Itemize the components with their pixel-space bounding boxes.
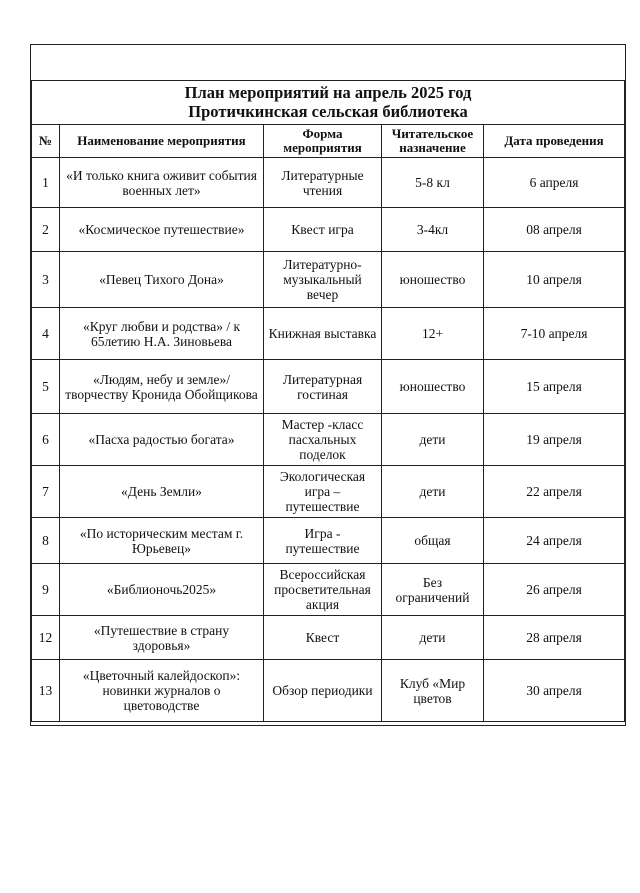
row-num: 13 bbox=[32, 660, 60, 722]
event-form: Обзор периодики bbox=[264, 660, 382, 722]
event-audience: 3-4кл bbox=[382, 208, 484, 252]
event-audience: Клуб «Мир цветов bbox=[382, 660, 484, 722]
row-num: 2 bbox=[32, 208, 60, 252]
table-row bbox=[32, 252, 625, 308]
event-audience: дети bbox=[382, 466, 484, 518]
event-date: 28 апреля bbox=[484, 616, 625, 660]
row-num: 3 bbox=[32, 252, 60, 308]
title-line-2: Протичкинская сельская библиотека bbox=[188, 102, 468, 121]
table-row bbox=[32, 208, 625, 252]
event-audience: 12+ bbox=[382, 308, 484, 360]
table-row bbox=[32, 158, 625, 208]
table-row bbox=[32, 414, 625, 466]
event-form: Квест игра bbox=[264, 208, 382, 252]
row-num: 6 bbox=[32, 414, 60, 466]
event-form: Литературно-музыкальный вечер bbox=[264, 252, 382, 308]
events-table bbox=[31, 80, 625, 722]
event-date: 22 апреля bbox=[484, 466, 625, 518]
event-name: «Космическое путешествие» bbox=[60, 208, 264, 252]
title-row bbox=[32, 81, 625, 125]
header-audience: Читательское назначение bbox=[382, 125, 484, 158]
table-row bbox=[32, 518, 625, 564]
header-row bbox=[32, 125, 625, 158]
event-audience: дети bbox=[382, 616, 484, 660]
event-audience: юношество bbox=[382, 360, 484, 414]
event-audience: юношество bbox=[382, 252, 484, 308]
event-date: 6 апреля bbox=[484, 158, 625, 208]
event-name: «И только книга оживит события военных лет» bbox=[60, 158, 264, 208]
row-num: 12 bbox=[32, 616, 60, 660]
row-num: 9 bbox=[32, 564, 60, 616]
event-name: «Круг любви и родства» / к 65летию Н.А. Зиновьева bbox=[60, 308, 264, 360]
table-row bbox=[32, 308, 625, 360]
event-date: 7-10 апреля bbox=[484, 308, 625, 360]
table-row bbox=[32, 660, 625, 722]
header-date: Дата проведения bbox=[484, 125, 625, 158]
table-row bbox=[32, 564, 625, 616]
event-name: «По историческим местам г. Юрьевец» bbox=[60, 518, 264, 564]
event-date: 15 апреля bbox=[484, 360, 625, 414]
event-form: Литературные чтения bbox=[264, 158, 382, 208]
event-date: 24 апреля bbox=[484, 518, 625, 564]
event-form: Мастер -класс пасхальных поделок bbox=[264, 414, 382, 466]
event-form: Игра - путешествие bbox=[264, 518, 382, 564]
event-name: «Цветочный калейдоскоп»: новинки журналов о цветоводстве bbox=[60, 660, 264, 722]
table-row bbox=[32, 616, 625, 660]
event-form: Квест bbox=[264, 616, 382, 660]
event-name: «Людям, небу и земле»/ творчеству Кронида Обойщикова bbox=[60, 360, 264, 414]
event-form: Всероссийская просветительная акция bbox=[264, 564, 382, 616]
event-name: «Путешествие в страну здоровья» bbox=[60, 616, 264, 660]
event-date: 26 апреля bbox=[484, 564, 625, 616]
event-audience: 5-8 кл bbox=[382, 158, 484, 208]
row-num: 8 bbox=[32, 518, 60, 564]
header-num: № bbox=[32, 125, 60, 158]
table-title bbox=[32, 81, 625, 125]
header-name: Наименование мероприятия bbox=[60, 125, 264, 158]
title-line-1: План мероприятий на апрель 2025 год bbox=[184, 83, 472, 102]
table-row bbox=[32, 466, 625, 518]
event-form: Книжная выставка bbox=[264, 308, 382, 360]
event-date: 19 апреля bbox=[484, 414, 625, 466]
event-date: 10 апреля bbox=[484, 252, 625, 308]
event-form: Литературная гостиная bbox=[264, 360, 382, 414]
row-num: 4 bbox=[32, 308, 60, 360]
event-date: 08 апреля bbox=[484, 208, 625, 252]
event-name: «Библионочь2025» bbox=[60, 564, 264, 616]
event-name: «Певец Тихого Дона» bbox=[60, 252, 264, 308]
row-num: 7 bbox=[32, 466, 60, 518]
event-audience: Без ограничений bbox=[382, 564, 484, 616]
header-form: Форма мероприятия bbox=[264, 125, 382, 158]
row-num: 5 bbox=[32, 360, 60, 414]
event-name: «День Земли» bbox=[60, 466, 264, 518]
event-audience: дети bbox=[382, 414, 484, 466]
event-name: «Пасха радостью богата» bbox=[60, 414, 264, 466]
row-num: 1 bbox=[32, 158, 60, 208]
event-audience: общая bbox=[382, 518, 484, 564]
event-form: Экологическая игра – путешествие bbox=[264, 466, 382, 518]
table-row bbox=[32, 360, 625, 414]
event-date: 30 апреля bbox=[484, 660, 625, 722]
